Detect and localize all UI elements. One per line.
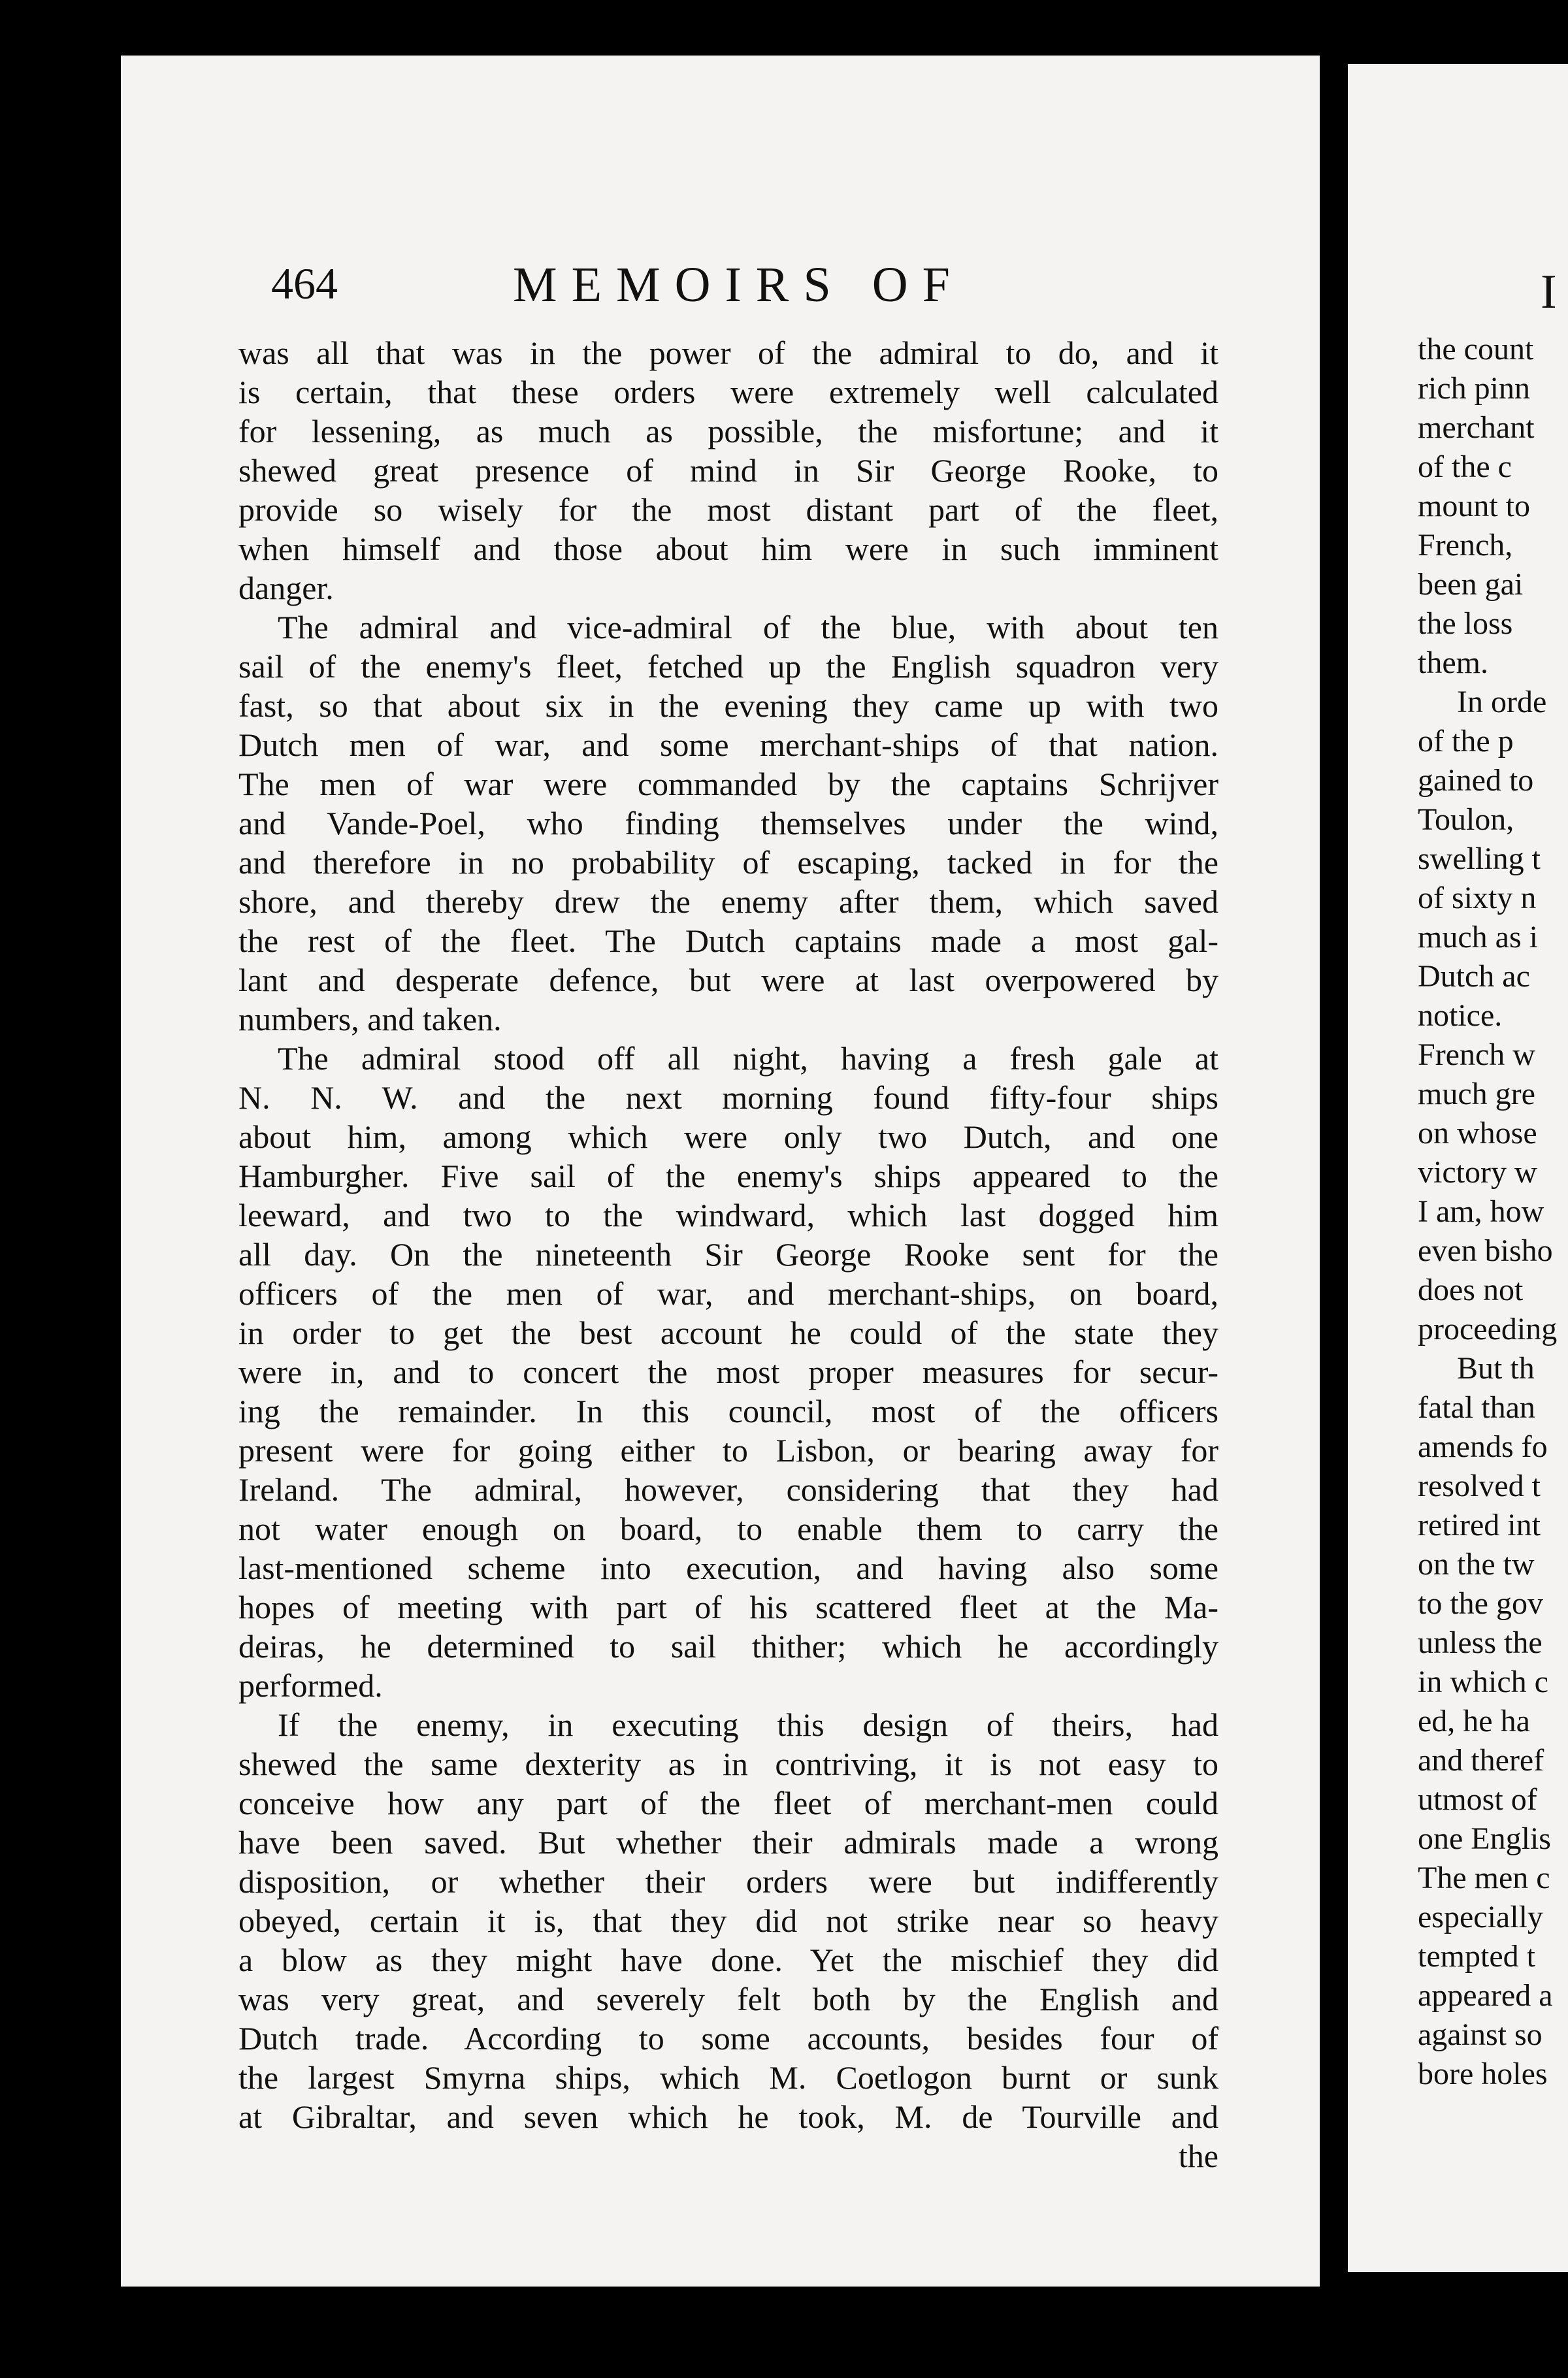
text-line: of the p xyxy=(1418,724,1514,758)
text-line: to the gov xyxy=(1418,1586,1543,1621)
text-line: present were for going either to Lisbon, or bearing away for xyxy=(238,1432,1218,1469)
text-line: Ireland. The admiral, however, considering that they had xyxy=(238,1471,1218,1508)
text-line: ed, he ha xyxy=(1418,1704,1530,1738)
text-line: conceive how any part of the fleet of merchant-men could xyxy=(238,1785,1218,1821)
text-line: against so xyxy=(1418,2017,1543,2052)
text-line: all day. On the nineteenth Sir George Rooke sent for the xyxy=(238,1236,1218,1273)
text-line: on the tw xyxy=(1418,1547,1535,1582)
text-line: even bisho xyxy=(1418,1233,1553,1268)
text-line: obeyed, certain it is, that they did not strike near so heavy xyxy=(238,1902,1218,1939)
text-line: officers of the men of war, and merchant-ships, on board, xyxy=(238,1275,1218,1312)
text-line: gained to xyxy=(1418,763,1534,798)
text-line: the largest Smyrna ships, which M. Coetlogon burnt or sunk xyxy=(238,2059,1218,2096)
text-line: N. N. W. and the next morning found fifty-four ships xyxy=(238,1079,1218,1116)
text-line: I am, how xyxy=(1418,1194,1544,1229)
text-line: been gai xyxy=(1418,567,1524,602)
text-line: utmost of xyxy=(1418,1782,1537,1817)
text-line: leeward, and two to the windward, which last dogged him xyxy=(238,1197,1218,1233)
text-line: the loss xyxy=(1418,606,1513,641)
text-line: disposition, or whether their orders were but indifferently xyxy=(238,1863,1218,1900)
text-line: appeared a xyxy=(1418,1978,1553,2013)
text-line: on whose xyxy=(1418,1116,1537,1150)
text-line: for lessening, as much as possible, the misfortune; and it xyxy=(238,413,1218,449)
text-line: Dutch men of war, and some merchant-ships of that nation. xyxy=(238,726,1218,763)
text-line: much as i xyxy=(1418,920,1538,954)
text-line: The men c xyxy=(1418,1861,1550,1895)
text-line: the count xyxy=(1418,332,1534,366)
text-line: bore holes xyxy=(1418,2057,1548,2091)
text-line: of sixty n xyxy=(1418,881,1537,915)
text-line: shewed great presence of mind in Sir George Rooke, to xyxy=(238,452,1218,489)
text-line: a blow as they might have done. Yet the mischief they did xyxy=(238,1942,1218,1978)
text-line: amends fo xyxy=(1418,1429,1548,1464)
text-line: about him, among which were only two Dutch, and one xyxy=(238,1118,1218,1155)
text-line: one Englis xyxy=(1418,1821,1551,1856)
text-line: If the enemy, in executing this design of theirs, had xyxy=(278,1706,1218,1743)
text-line: in which c xyxy=(1418,1665,1548,1699)
text-line: in order to get the best account he could of the state they xyxy=(238,1314,1218,1351)
text-line: resolved t xyxy=(1418,1469,1541,1503)
text-line: hopes of meeting with part of his scattered fleet at the Ma- xyxy=(238,1589,1218,1625)
text-line: does not xyxy=(1418,1273,1524,1307)
text-line: sail of the enemy's fleet, fetched up the English squadron very xyxy=(238,648,1218,685)
text-line: and therefore in no probability of escaping, tacked in for the xyxy=(238,844,1218,881)
text-line: much gre xyxy=(1418,1077,1535,1111)
text-line: notice. xyxy=(1418,998,1503,1033)
text-line: especially xyxy=(1418,1900,1543,1934)
right-running-head: I xyxy=(1541,265,1557,319)
text-line: swelling t xyxy=(1418,841,1541,876)
text-line: them. xyxy=(1418,645,1488,680)
text-line: when himself and those about him were in such imminent xyxy=(238,530,1218,567)
text-line: The admiral and vice-admiral of the blue, with about ten xyxy=(278,609,1218,645)
text-line: fast, so that about six in the evening they came up with two xyxy=(238,687,1218,724)
text-line: shewed the same dexterity as in contriving, it is not easy to xyxy=(238,1746,1218,1782)
text-line: merchant xyxy=(1418,410,1535,445)
text-line: retired int xyxy=(1418,1508,1541,1542)
text-line: was very great, and severely felt both by the English and xyxy=(238,1981,1218,2017)
text-line: shore, and thereby drew the enemy after them, which saved xyxy=(238,883,1218,920)
text-line: Dutch ac xyxy=(1418,959,1530,994)
text-line: ing the remainder. In this council, most of the officers xyxy=(238,1393,1218,1429)
text-line: at Gibraltar, and seven which he took, M. de Tourville and xyxy=(238,2098,1218,2135)
right-body-text xyxy=(1418,330,1568,2094)
text-line: performed. xyxy=(238,1667,383,1704)
text-line: and Vande-Poel, who finding themselves under the wind, xyxy=(238,805,1218,841)
running-title: MEMOIRS OF xyxy=(513,257,964,312)
text-line: the rest of the fleet. The Dutch captains made a most gal- xyxy=(238,922,1218,959)
text-line: of the c xyxy=(1418,449,1512,484)
text-line: were in, and to concert the most proper measures for secur- xyxy=(238,1354,1218,1390)
text-line: provide so wisely for the most distant part of the fleet, xyxy=(238,491,1218,528)
text-line: deiras, he determined to sail thither; which he accordingly xyxy=(238,1628,1218,1665)
text-line: tempted t xyxy=(1418,1939,1535,1974)
text-line: Toulon, xyxy=(1418,802,1514,837)
text-line: mount to xyxy=(1418,489,1531,523)
text-line: numbers, and taken. xyxy=(238,1001,502,1037)
text-line: In orde xyxy=(1457,685,1547,719)
text-line: lant and desperate defence, but were at last overpowered by xyxy=(238,962,1218,998)
text-line: Dutch trade. According to some accounts, besides four of xyxy=(238,2020,1218,2057)
catchword: the xyxy=(1178,2138,1218,2174)
text-line: But th xyxy=(1457,1351,1535,1386)
text-line: French, xyxy=(1418,528,1513,562)
text-line: and theref xyxy=(1418,1743,1544,1778)
text-line: victory w xyxy=(1418,1155,1537,1190)
body-text xyxy=(238,333,1218,2175)
text-line: is certain, that these orders were extremely well calculated xyxy=(238,374,1218,410)
text-line: danger. xyxy=(238,570,334,606)
page-number: 464 xyxy=(271,259,338,308)
text-line: have been saved. But whether their admirals made a wrong xyxy=(238,1824,1218,1861)
text-line: was all that was in the power of the admiral to do, and it xyxy=(238,334,1218,371)
text-line: not water enough on board, to enable them to carry the xyxy=(238,1510,1218,1547)
text-line: The men of war were commanded by the captains Schrijver xyxy=(238,766,1218,802)
text-line: rich pinn xyxy=(1418,371,1530,406)
text-line: fatal than xyxy=(1418,1390,1535,1425)
text-line: French w xyxy=(1418,1037,1535,1072)
text-line: The admiral stood off all night, having a fresh gale at xyxy=(278,1040,1218,1077)
text-line: last-mentioned scheme into execution, and having also some xyxy=(238,1550,1218,1586)
text-line: unless the xyxy=(1418,1625,1543,1660)
text-line: proceeding xyxy=(1418,1312,1558,1346)
text-line: Hamburgher. Five sail of the enemy's ships appeared to the xyxy=(238,1158,1218,1194)
running-head xyxy=(271,258,1238,323)
